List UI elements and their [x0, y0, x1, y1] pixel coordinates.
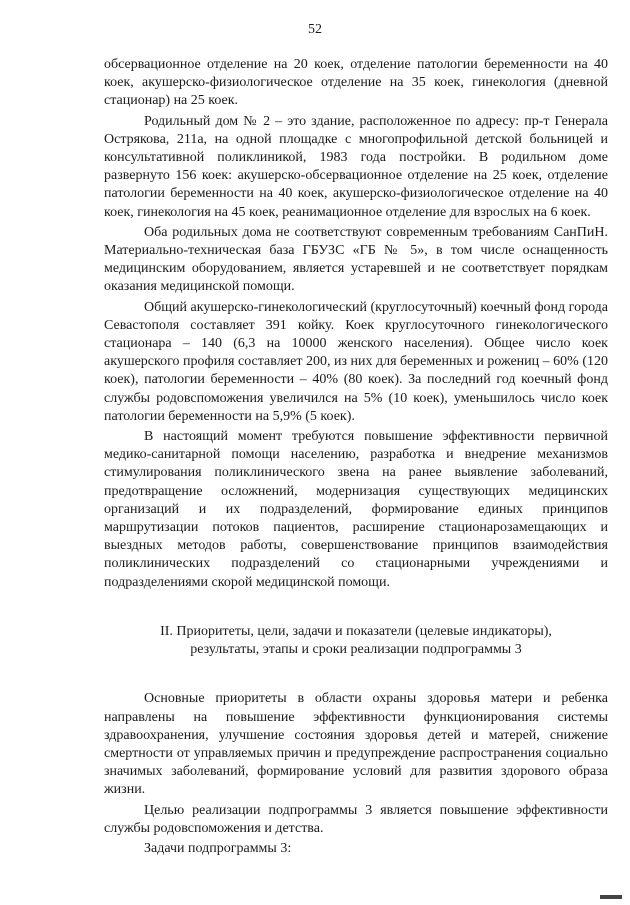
paragraph-maternity-2: Родильный дом № 2 – это здание, расположенное по адресу: пр-т Генерала Острякова, 211а, на одной площадке с многопрофильной детской больницей и консультативной поликлиникой, 1983 года постройки. В родильном доме развернуто 156 коек: акушерско-обсервационное отделение на 25 коек, отделение патологии беременности на 40 коек, акушерско-физиологическое отделение на 40 коек, гинекология на 45 коек, реанимационное отделение для взрослых на 6 коек.	[104, 113, 608, 220]
paragraph-current-needs: В настоящий момент требуются повышение эффективности первичной медико-санитарной помощи населению, разработка и внедрение механизмов стимулирования поликлинического звена на ранее выявление заболеваний, предотвращение осложнений, модернизация существующих медицинских организаций и их подразделений, формирование единых принципов маршрутизации потоков пациентов, расширение стационарозамещающих и выездных методов работы, совершенствование принципов взаимодействия поликлинических подразделений со стационарными учреждениями и подразделениями скорой медицинской помощи.	[104, 429, 608, 590]
scan-corner-mark	[600, 895, 622, 899]
paragraph-bed-capacity: Общий акушерско-гинекологический (круглосуточный) коечный фонд города Севастополя составляет 391 койку. Коек круглосуточного гинекологического стационара – 140 (6,3 на 10000 женского населения). Общее число коек акушерского профиля составляет 200, из них для беременных и рожениц – 60% (120 коек), патологии беременности – 40% (80 коек). За последний год коечный фонд службы родовспоможения увеличился на 5% (10 коек), уменьшилось число коек патологии беременности на 5,9% (5 коек).	[104, 299, 608, 424]
paragraph-sanpin-compliance: Оба родильных дома не соответствуют современным требованиям СанПиН. Материально-техническая база ГБУЗС «ГБ № 5», в том числе оснащенность медицинским оборудованием, является устаревшей и не соответствует порядкам оказания медицинской помощи.	[104, 224, 608, 295]
paragraph-priorities: Основные приоритеты в области охраны здоровья матери и ребенка направлены на повышение эффективности функционирования системы здравоохранения, улучшение состояния здоровья детей и матерей, снижение смертности от управляемых причин и предупреждение распространения социально значимых заболеваний, формирование условий для развития здорового образа жизни.	[104, 691, 608, 798]
paragraph-tasks-intro: Задачи подпрограммы 3:	[144, 840, 292, 856]
page-number: 52	[308, 22, 322, 37]
document-body	[104, 56, 608, 858]
paragraph-maternity-1-continued: обсервационное отделение на 20 коек, отделение патологии беременности на 40 коек, акушерско-физиологическое отделение на 35 коек, гинекология (дневной стационар) на 25 коек.	[104, 57, 608, 109]
paragraph-goal: Целью реализации подпрограммы 3 является повышение эффективности службы родовспоможения и детства.	[104, 802, 608, 836]
section-heading: II. Приоритеты, цели, задачи и показатели (целевые индикаторы), результаты, этапы и сроки реализации подпрограммы 3	[160, 623, 552, 658]
